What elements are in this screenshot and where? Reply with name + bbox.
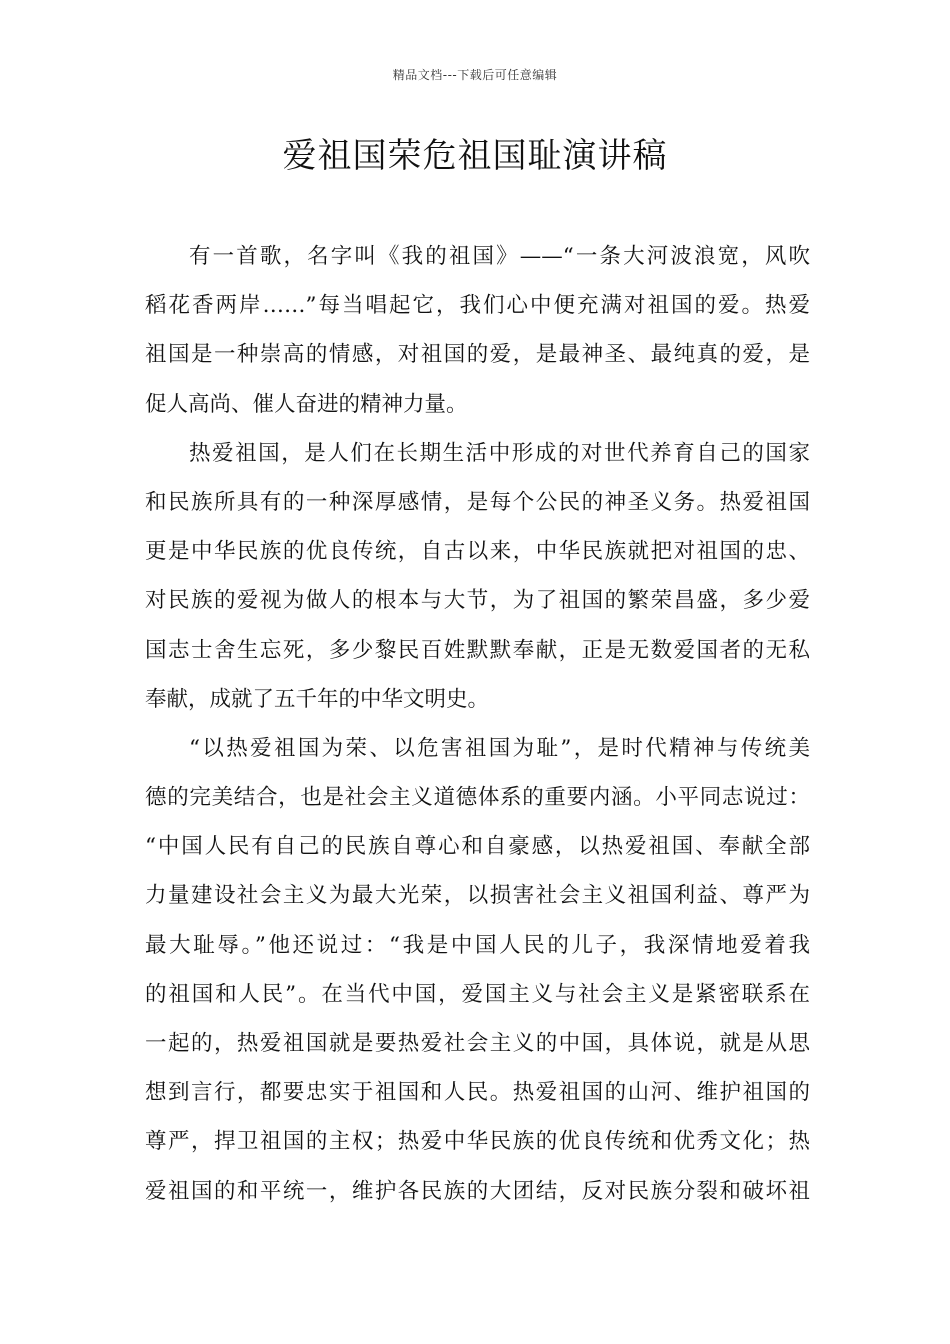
text-line: 和民族所具有的一种深厚感情，是每个公民的神圣义务。热爱祖国 [145, 489, 810, 515]
text-line: 一起的，热爱祖国就是要热爱社会主义的中国，具体说，就是从思 [145, 1031, 810, 1056]
document-title: 爱祖国荣危祖国耻演讲稿 [282, 136, 668, 176]
text-line: 热爱祖国，是人们在长期生活中形成的对世代养育自己的国家 [189, 440, 810, 466]
text-line: 最大耻辱。”他还说过：“我是中国人民的儿子，我深情地爱着我 [145, 932, 810, 958]
text-line: 的祖国和人民”。在当代中国，爱国主义与社会主义是紧密联系在 [145, 981, 810, 1007]
page-header: 精品文档---下载后可任意编辑 [392, 68, 558, 82]
text-line: 爱祖国的和平统一，维护各民族的大团结，反对民族分裂和破坏祖 [145, 1178, 810, 1204]
text-line: 德的完美结合，也是社会主义道德体系的重要内涵。小平同志说过： [145, 785, 810, 811]
text-line: 有一首歌，名字叫《我的祖国》——“一条大河波浪宽，风吹 [189, 244, 810, 269]
text-line: 奉献，成就了五千年的中华文明史。 [145, 686, 490, 712]
text-line: 尊严，捍卫祖国的主权；热爱中华民族的优良传统和优秀文化；热 [145, 1129, 810, 1155]
text-line: 祖国是一种崇高的情感，对祖国的爱，是最神圣、最纯真的爱，是 [145, 342, 810, 368]
text-line: 更是中华民族的优良传统，自古以来，中华民族就把对祖国的忠、 [145, 539, 810, 565]
text-line: 力量建设社会主义为最大光荣，以损害社会主义祖国利益、尊严为 [145, 883, 810, 909]
text-line: 国志士舍生忘死，多少黎民百姓默默奉献，正是无数爱国者的无私 [145, 637, 810, 663]
text-line: 促人高尚、催人奋进的精神力量。 [145, 391, 468, 417]
document-body [145, 232, 810, 1216]
text-line: 对民族的爱视为做人的根本与大节，为了祖国的繁荣昌盛，多少爱 [145, 588, 810, 614]
text-line: 稻花香两岸……”每当唱起它，我们心中便充满对祖国的爱。热爱 [145, 293, 810, 319]
text-line: “以热爱祖国为荣、以危害祖国为耻”，是时代精神与传统美 [189, 735, 810, 761]
text-line: “中国人民有自己的民族自尊心和自豪感，以热爱祖国、奉献全部 [145, 834, 810, 860]
paragraph [145, 724, 810, 1216]
text-line: 想到言行，都要忠实于祖国和人民。热爱祖国的山河、维护祖国的 [145, 1080, 810, 1106]
paragraph [145, 429, 810, 724]
paragraph [145, 232, 810, 429]
